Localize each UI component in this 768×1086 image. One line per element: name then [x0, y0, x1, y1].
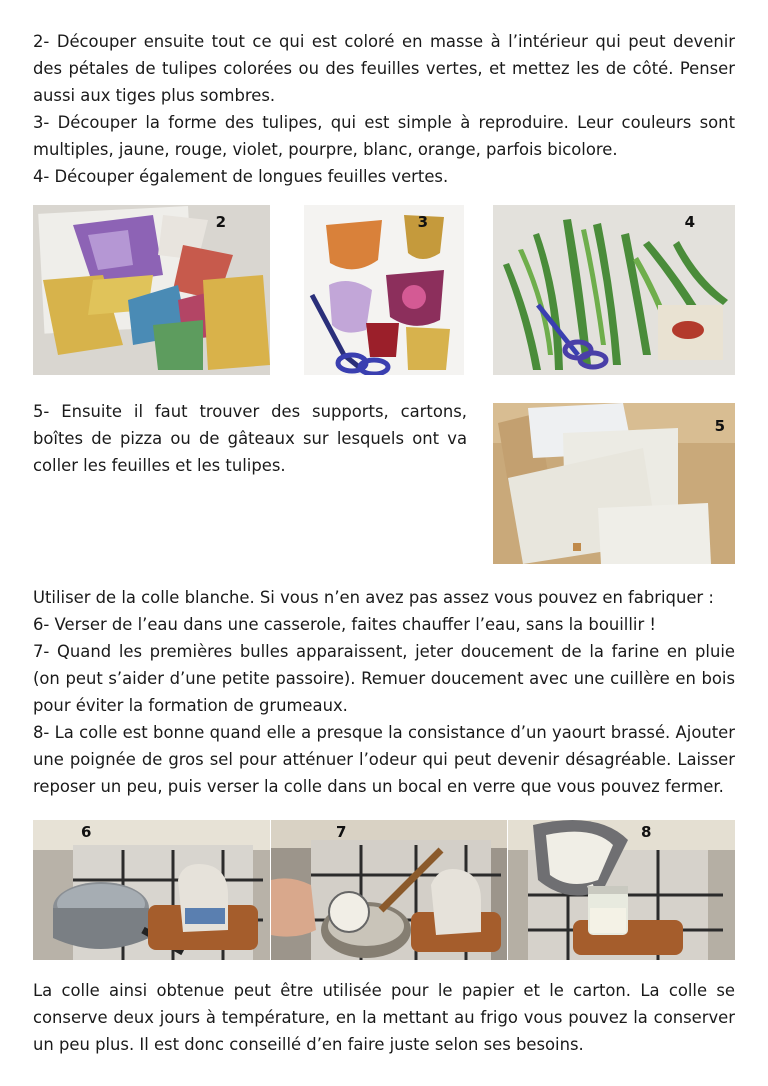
tulip-shapes-image	[304, 205, 464, 375]
photo-step-8	[508, 820, 735, 960]
glue-intro-paragraph: Utiliser de la colle blanche. Si vous n’en avez pas assez vous pouvez en fabriquer :	[33, 588, 714, 607]
photo-number-label: 5	[714, 417, 725, 435]
step-2-paragraph: 2- Découper ensuite tout ce qui est coloré en masse à l’intérieur qui peut devenir des pétales de tulipes colorées ou des feuilles vertes, et mettez les de côté. Penser aussi aux tiges plus sombres.	[33, 32, 735, 105]
glue-jar-image	[508, 820, 735, 960]
flour-sieve-image	[271, 820, 507, 960]
photo-number-label: 4	[684, 213, 695, 231]
photo-step-6	[33, 820, 270, 960]
photo-step-5	[493, 403, 735, 564]
photo-number-label: 2	[215, 213, 226, 231]
photo-number-label: 3	[417, 213, 428, 231]
closing-paragraph: La colle ainsi obtenue peut être utilisée pour le papier et le carton. La colle se conserve deux jours à température, en la mettant au frigo vous pouvez la conserver un peu plus. Il est donc conseillé d’en faire juste selon ses besoins.	[33, 981, 735, 1054]
photo-number-label: 7	[336, 823, 347, 841]
photo-step-4	[493, 205, 735, 375]
step-5-paragraph: 5- Ensuite il faut trouver des supports, cartons, boîtes de pizza ou de gâteaux sur lesquels ont va coller les feuilles et les tulipes.	[33, 402, 467, 475]
step-3-paragraph: 3- Découper la forme des tulipes, qui est simple à reproduire. Leur couleurs sont multiples, jaune, rouge, violet, pourpre, blanc, orange, parfois bicolore.	[33, 113, 735, 159]
photo-step-2	[33, 205, 270, 375]
photo-step-3	[304, 205, 464, 375]
intro-steps-text	[33, 28, 735, 190]
magazine-cuttings-image	[33, 205, 270, 375]
step-4-paragraph: 4- Découper également de longues feuilles vertes.	[33, 167, 449, 186]
cardboard-supports-image	[493, 403, 735, 564]
glue-recipe-text	[33, 584, 735, 800]
step-6-paragraph: 6- Verser de l’eau dans une casserole, faites chauffer l’eau, sans la bouillir !	[33, 615, 656, 634]
step-7-paragraph: 7- Quand les premières bulles apparaissent, jeter doucement de la farine en pluie (on peut s’aider d’une petite passoire). Remuer doucement avec une cuillère en bois pour éviter la formation de grumeaux.	[33, 642, 735, 715]
photo-step-7	[271, 820, 507, 960]
photo-number-label: 8	[641, 823, 652, 841]
saucepan-water-image	[33, 820, 270, 960]
photo-number-label: 6	[81, 823, 92, 841]
step-8-paragraph: 8- La colle est bonne quand elle a presque la consistance d’un yaourt brassé. Ajouter une poignée de gros sel pour atténuer l’odeur qui peut devenir désagréable. Laisser reposer un peu, puis verser la colle dans un bocal en verre que vous pouvez fermer.	[33, 723, 735, 796]
green-leaves-image	[493, 205, 735, 375]
